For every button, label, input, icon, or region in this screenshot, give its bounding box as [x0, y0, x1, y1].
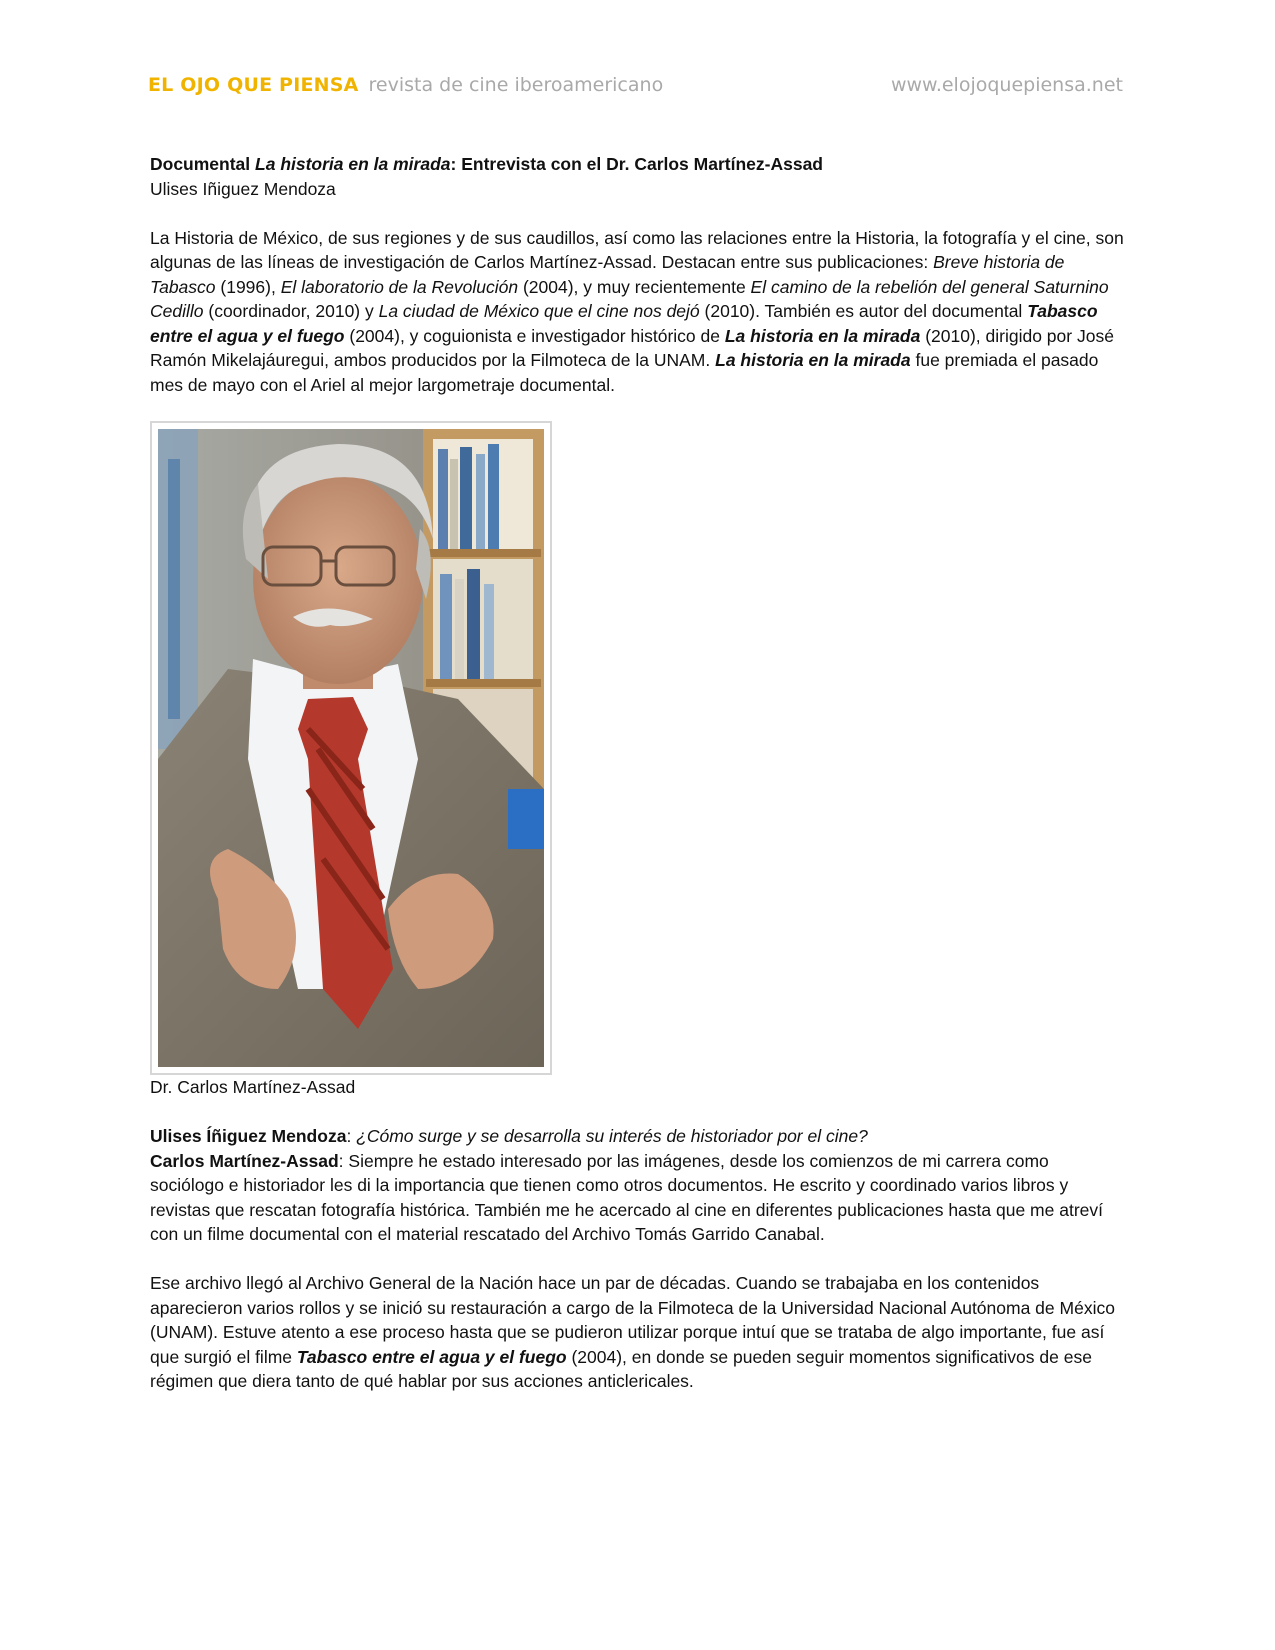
- italic-title: El laboratorio de la Revolución: [280, 276, 519, 297]
- interview-question: Ulises Íñiguez Mendoza: ¿Cómo surge y se desarrolla su interés de historiador por el cine?: [150, 1126, 868, 1146]
- title-prefix: Documental: [150, 154, 256, 174]
- bold-italic-title: La historia en la mirada: [715, 350, 911, 370]
- text-run: (2010), dirigido por José Ramón Mikelajáuregui, ambos producidos por la Filmoteca de la UNAM.: [150, 325, 1114, 370]
- bold-italic-title: Tabasco entre el agua y el fuego: [150, 301, 1098, 346]
- interviewee-name: Carlos Martínez-Assad: [150, 1150, 339, 1171]
- text-run: (2004), y muy recientemente: [518, 276, 751, 297]
- bold-italic-title: La historia en la mirada: [724, 325, 921, 346]
- website-url: www.elojoquepiensa.net: [890, 74, 1123, 96]
- article-title: [150, 152, 1125, 177]
- question-text: ¿Cómo surge y se desarrolla su interés de historiador por el cine?: [356, 1126, 868, 1146]
- title-film: La historia en la mirada: [255, 154, 451, 174]
- brand-name: EL OJO QUE PIENSA: [148, 74, 359, 96]
- photo-caption: Dr. Carlos Martínez-Assad: [150, 1077, 356, 1097]
- interviewee-photo-frame: [150, 421, 552, 1075]
- title-suffix: : Entrevista con el Dr. Carlos Martínez-Assad: [450, 154, 823, 174]
- brand-tagline: revista de cine iberoamericano: [368, 74, 664, 96]
- page-header: [148, 74, 1123, 106]
- bold-italic-title: Tabasco entre el agua y el fuego: [296, 1346, 567, 1367]
- text-run: (coordinador, 2010) y: [203, 301, 379, 321]
- italic-title: El camino de la rebelión del general Saturnino Cedillo: [150, 276, 1109, 321]
- intro-paragraph: [150, 226, 1125, 398]
- text-run: (1996),: [215, 276, 281, 297]
- interviewer-name: Ulises Íñiguez Mendoza: [150, 1126, 347, 1146]
- text-run: fue premiada el pasado mes de mayo con el Ariel al mejor largometraje documental.: [150, 350, 1099, 395]
- italic-title: Breve historia de Tabasco: [150, 252, 1065, 297]
- text-run: La Historia de México, de sus regiones y de sus caudillos, así como las relaciones entre la Historia, la fotografía y el cine, son algunas de las líneas de investigación de Carlos Martínez-Assad. Destacan entre sus publicaciones:: [150, 227, 1124, 272]
- answer-text: Siempre he estado interesado por las imágenes, desde los comienzos de mi carrera como sociólogo e historiador les di la importancia que tienen como otros documentos. He escrito y coordinado varios libros y revistas que rescatan fotografía histórica. También me he acercado al cine en diferentes publicaciones hasta que me atreví con un filme documental con el material rescatado del Archivo Tomás Garrido Canabal.: [150, 1150, 1103, 1244]
- article-body: [150, 152, 1125, 1394]
- answer-paragraph-2: [150, 1271, 1125, 1394]
- interviewee-photo: [158, 429, 544, 1067]
- interview-answer: Carlos Martínez-Assad: Siempre he estado interesado por las imágenes, desde los comienzos de mi carrera como sociólogo e historiador les di la importancia que tienen como otros documentos. He escrito y coordinado varios libros y revistas que rescatan fotografía histórica. También me he acercado al cine en diferentes publicaciones hasta que me atreví con un filme documental con el material rescatado del Archivo Tomás Garrido Canabal.: [150, 1150, 1103, 1244]
- text-run: Ese archivo llegó al Archivo General de la Nación hace un par de décadas. Cuando se trabajaba en los contenidos aparecieron varios rollos y se inició su restauración a cargo de la Filmoteca de la Universidad Nacional Autónoma de México (UNAM). Estuve atento a ese proceso hasta que se pudieron utilizar porque intuí que se trataba de algo importante, fue así que surgió el filme: [150, 1273, 1115, 1367]
- article-author: Ulises Iñiguez Mendoza: [150, 178, 336, 199]
- text-run: (2004), y coguionista e investigador histórico de: [344, 325, 725, 346]
- text-run: (2004), en donde se pueden seguir momentos significativos de ese régimen que diera tanto de qué hablar por sus acciones anticlericales.: [150, 1346, 1092, 1391]
- italic-title: La ciudad de México que el cine nos dejó: [378, 301, 700, 321]
- text-run: (2010). También es autor del documental: [699, 301, 1028, 321]
- magazine-brand: [148, 74, 663, 96]
